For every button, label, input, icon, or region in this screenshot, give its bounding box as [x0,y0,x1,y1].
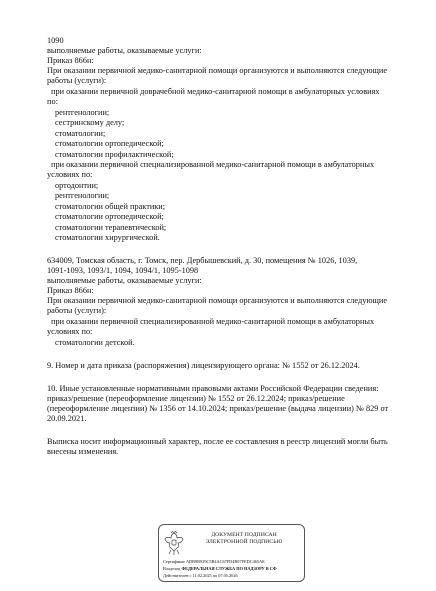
address-line: 1091-1093, 1093/1, 1094, 1094/1, 1095-1098 [47,266,199,275]
text-line: при оказании первичной специализированной медико-санитарной помощи в амбулаторных [51,160,375,169]
text-line: 20.09.2021. [47,414,87,423]
text-line: условиях по: [47,170,93,179]
service-item: стоматологии общей практики; [55,202,166,211]
owner-label: Владелец [163,566,181,571]
text-line: (переоформление лицензии) № 1356 от 14.10.2024; приказ/решение (выдача лицензии) № 829 от [47,404,389,413]
text-line: работы (услуги): [47,76,107,85]
validity-row [163,573,301,578]
service-item: стоматологии профилактической; [55,150,174,159]
service-item: рентгенологии; [55,108,110,117]
certificate-value: ADB9B929C5B4AC67FD4B07FEDC465AE [185,559,265,564]
text-line: При оказании первичной медико-санитарной помощи организуются и выполняются следующие [47,296,388,305]
certificate-row [163,559,301,564]
works-heading: выполняемые работы, оказываемые услуги: [47,276,202,285]
address-continuation: 1090 [47,36,64,45]
validity-label: Действителен [163,573,189,578]
address-line: 634009, Томская область, г. Томск, пер. Дербышевский, д. 30, помещения № 1026, 1039, [47,256,358,265]
electronic-signature-stamp [158,524,305,582]
disclaimer: Выписка носит информационный характер, после ее составления в реестр лицензий могли быть [47,437,388,446]
stamp-title-line: ДОКУМЕНТ ПОДПИСАН [211,532,277,538]
service-item: стоматологии ортопедической; [55,139,164,148]
service-item: стоматологии детской. [55,338,135,347]
service-item: сестринскому делу; [55,118,125,127]
section-10: 10. Иные установленные нормативными правовыми актами Российской Федерации сведения: [47,384,379,393]
text-line: условиях по: [47,327,93,336]
owner-row [163,566,301,571]
text-line: При оказании первичной медико-санитарной помощи организуются и выполняются следующие [47,66,388,75]
owner-value: ФЕДЕРАЛЬНАЯ СЛУЖБА ПО НАДЗОРУ В СФ [181,566,277,571]
service-item: рентгенологии; [55,191,110,200]
service-item: стоматологии ортопедической; [55,212,164,221]
text-line: приказ/решение (переоформление лицензии) № 1552 от 26.12.2024; приказ/решение [47,394,345,403]
order-reference: Приказ 866н: [47,56,94,65]
validity-value: с 11.02.2025 по 07.05.2026 [189,573,238,578]
disclaimer: внесены изменения. [47,447,119,456]
service-item: стоматологии; [55,129,106,138]
text-line: при оказании первичной специализированной медико-санитарной помощи в амбулаторных [51,317,375,326]
section-9: 9. Номер и дата приказа (распоряжения) лицензирующего органа: № 1552 от 26.12.2024. [47,361,360,370]
text-line: при оказании первичной доврачебной медико-санитарной помощи в амбулаторных условиях [51,87,380,96]
stamp-title-line: ЭЛЕКТРОННОЙ ПОДПИСЬЮ [205,539,283,545]
service-item: стоматологии терапевтической; [55,223,167,232]
text-line: работы (услуги): [47,306,107,315]
service-item: стоматологии хирургической. [55,233,160,242]
order-reference: Приказ 866н: [47,286,94,295]
service-item: ортодонтии; [55,181,99,190]
works-heading: выполняемые работы, оказываемые услуги: [47,46,202,55]
coat-of-arms-icon [163,530,185,556]
certificate-label: Сертификат [163,559,185,564]
text-line: по: [47,97,58,106]
stamp-title [189,532,299,546]
